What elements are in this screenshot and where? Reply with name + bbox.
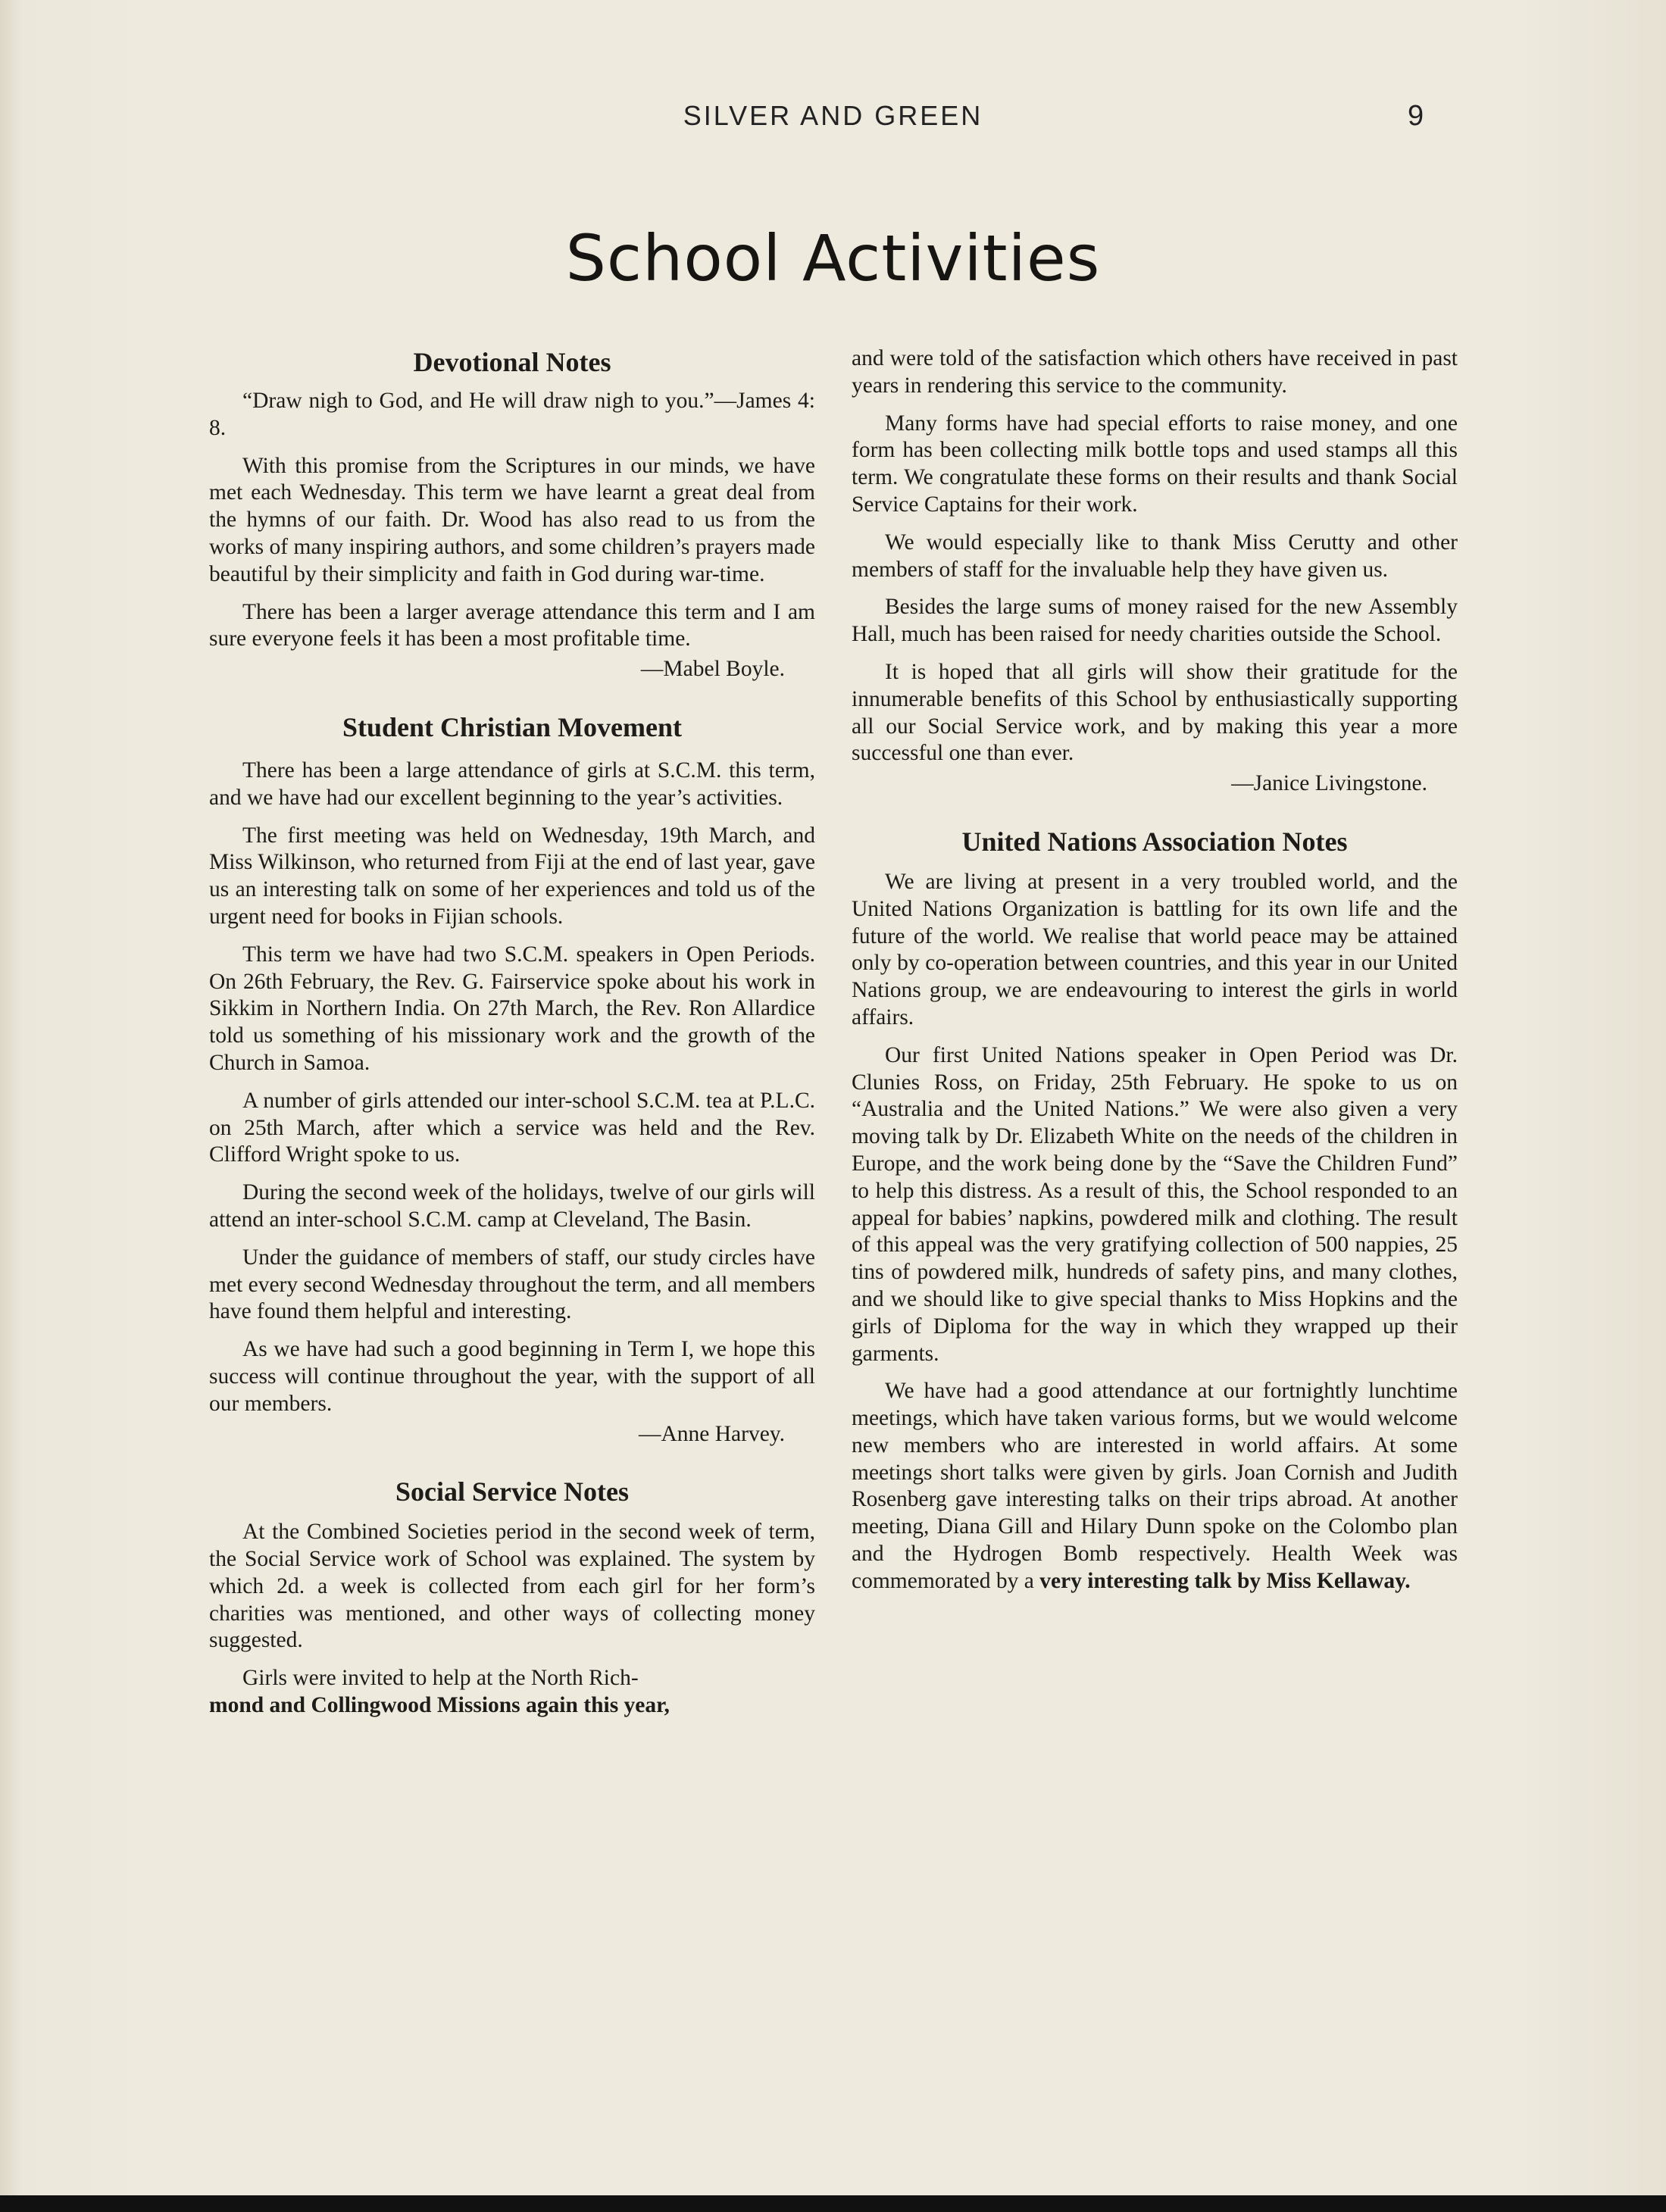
paragraph: There has been a large attendance of girls at S.C.M. this term, and we have had our excellent beginning to the year’s activities. bbox=[209, 758, 815, 810]
running-title: SILVER AND GREEN bbox=[683, 100, 983, 131]
social-service-continued bbox=[852, 345, 1458, 798]
left-column bbox=[209, 345, 815, 1720]
scm-section bbox=[209, 711, 815, 1448]
social-service-section bbox=[209, 1475, 815, 1720]
section-heading: Social Service Notes bbox=[395, 1476, 629, 1507]
paragraph: Under the guidance of members of staff, our study circles have met every second Wednesday throughout the term, and all members have found them helpful and interesting. bbox=[209, 1245, 815, 1324]
paragraph: It is hoped that all girls will show their gratitude for the innumerable benefits of this School by enthusiastically supporting all our Social Service work, and by making this year a more successful one than ever. bbox=[852, 659, 1458, 766]
paragraph: This term we have had two S.C.M. speakers in Open Periods. On 26th February, the Rev. G. Fairservice spoke about his work in Sikkim in Northern India. On 27th March, the Rev. Ron Allardice told us something of his missionary work and the growth of the Church in Samoa. bbox=[209, 942, 815, 1075]
paragraph: A number of girls attended our inter-school S.C.M. tea at P.L.C. on 25th March, after which a service was held and the Rev. Clifford Wright spoke to us. bbox=[209, 1088, 815, 1167]
united-nations-section bbox=[852, 825, 1458, 1595]
paragraph: There has been a larger average attendance this term and I am sure everyone feels it has been a most profitable time. bbox=[209, 599, 815, 651]
section-heading: United Nations Association Notes bbox=[961, 826, 1348, 857]
paragraph bbox=[852, 1378, 1458, 1595]
signature: —Janice Livingstone. bbox=[1231, 771, 1427, 796]
paragraph-text: Girls were invited to help at the North Rich- bbox=[242, 1666, 639, 1691]
paragraph: We are living at present in a very troubled world, and the United Nations Organization is battling for its own life and the future of the world. We realise that world peace may be attained only by co-operation between countries, and this year in our United Nations group, we are endeavouring to interest the girls in world affairs. bbox=[852, 869, 1458, 1029]
paragraph: Our first United Nations speaker in Open Period was Dr. Clunies Ross, on Friday, 25th February. He spoke to us on “Australia and the United Nations.” We were also given a very moving talk by Dr. Elizabeth White on the needs of the children in Europe, and the work being done by the “Save the Children Fund” to help this distress. As a result of this, the School responded to an appeal for babies’ napkins, powdered milk and clothing. The result of this appeal was the very gratifying collection of 500 nappies, 25 tins of powdered milk, hundreds of safety pins, and many clothes, and we should like to give special thanks to Miss Hopkins and the girls of Diploma for the way in which they wrapped up their garments. bbox=[852, 1042, 1458, 1366]
paragraph-text: We have had a good attendance at our fortnightly lunchtime meetings, which have taken various forms, but we would welcome new members who are interested in world affairs. At some meetings short talks were given by girls. Joan Cornish and Judith Rosenberg gave interesting talks on their trips abroad. At another meeting, Diana Gill and Hilary Dunn spoke on the Colombo plan and the Hydrogen Bomb respectively. Health Week was commemorated by a bbox=[852, 1379, 1458, 1593]
paragraph: During the second week of the holidays, twelve of our girls will attend an inter-school S.C.M. camp at Cleveland, The Basin. bbox=[209, 1180, 815, 1232]
paragraph: Many forms have had special efforts to raise money, and one form has been collecting milk bottle tops and used stamps all this term. We congratulate these forms on their results and thank Social Service Captains for their work. bbox=[852, 411, 1458, 517]
paragraph: As we have had such a good beginning in Term I, we hope this success will continue throughout the year, with the support of all our members. bbox=[209, 1337, 815, 1416]
devotional-notes-section bbox=[209, 345, 815, 683]
signature: —Mabel Boyle. bbox=[640, 657, 785, 682]
signature: —Anne Harvey. bbox=[638, 1421, 785, 1446]
section-heading: Devotional Notes bbox=[413, 347, 611, 377]
page-title: School Activities bbox=[565, 221, 1101, 295]
scan-edge bbox=[0, 2195, 1666, 2212]
paragraph: The first meeting was held on Wednesday, 19th March, and Miss Wilkinson, who returned from Fiji at the end of last year, gave us an interesting talk on some of her experiences and told us of the urgent need for books in Fijian schools. bbox=[209, 823, 815, 929]
paragraph: At the Combined Societies period in the second week of term, the Social Service work of School was explained. The system by which 2d. a week is collected from each girl for her form’s charities was mentioned, and other ways of collecting money suggested. bbox=[209, 1520, 815, 1653]
paragraph-bold-text: mond and Collingwood Missions again this year, bbox=[209, 1693, 670, 1718]
paragraph: “Draw nigh to God, and He will draw nigh to you.”—James 4: 8. bbox=[209, 389, 815, 440]
paragraph: and were told of the satisfaction which others have received in past years in rendering this service to the community. bbox=[852, 346, 1458, 398]
right-column bbox=[852, 345, 1458, 1606]
paragraph bbox=[209, 1665, 815, 1720]
section-heading: Student Christian Movement bbox=[342, 711, 682, 742]
page-number: 9 bbox=[1408, 100, 1424, 132]
paragraph-bold-text: very interesting talk by Miss Kellaway. bbox=[1039, 1568, 1411, 1593]
paragraph: We would especially like to thank Miss Cerutty and other members of staff for the invaluable help they have given us. bbox=[852, 530, 1458, 582]
paragraph: Besides the large sums of money raised for the new Assembly Hall, much has been raised for needy charities outside the School. bbox=[852, 595, 1458, 647]
paragraph: With this promise from the Scriptures in our minds, we have met each Wednesday. This term we have learnt a great deal from the hymns of our faith. Dr. Wood has also read to us from the works of many inspiring authors, and some children’s prayers made beautiful by their simplicity and faith in God during war-time. bbox=[209, 453, 815, 586]
